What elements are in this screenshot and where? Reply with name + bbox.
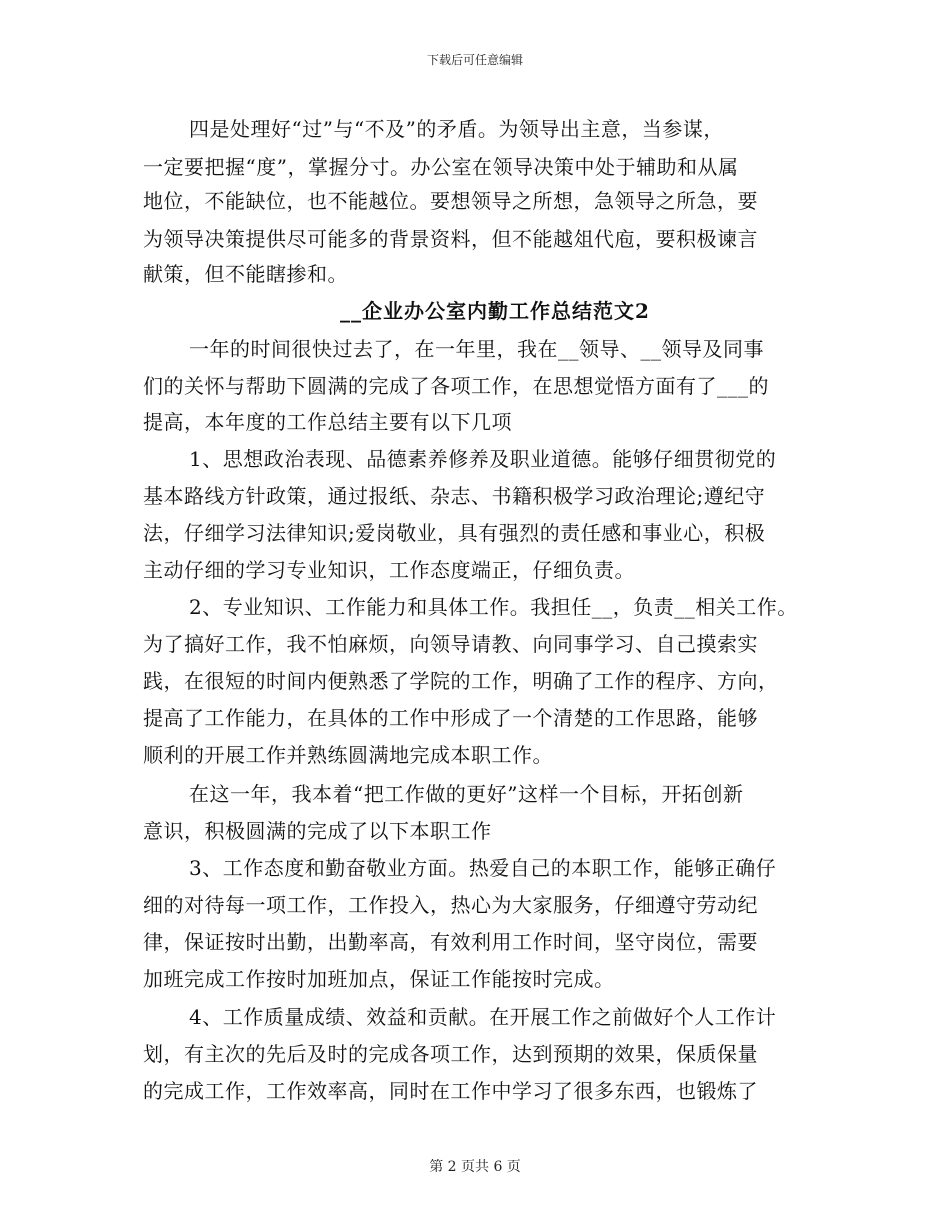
item-2-line-2: 为了搞好工作，我不怕麻烦，向领导请教、向同事学习、自己摸索实 <box>143 632 758 656</box>
item-2-line-3: 践，在很短的时间内便熟悉了学院的工作，明确了工作的程序、方向， <box>143 669 779 693</box>
item-1-line-3: 法，仔细学习法律知识;爱岗敬业，具有强烈的责任感和事业心，积极 <box>143 521 766 545</box>
intro-line-1: 一年的时间很快过去了，在一年里，我在__领导、__领导及同事 <box>189 337 764 361</box>
item-2-line-5: 顺利的开展工作并熟练圆满地完成本职工作。 <box>143 743 553 767</box>
item-2-line-4: 提高了工作能力，在具体的工作中形成了一个清楚的工作思路，能够 <box>143 706 758 730</box>
item-1-line-4: 主动仔细的学习专业知识，工作态度端正，仔细负责。 <box>143 558 635 582</box>
item-4-line-2: 划，有主次的先后及时的完成各项工作，达到预期的效果，保质保量 <box>143 1042 758 1066</box>
item-4-line-1: 4、工作质量成绩、效益和贡献。在开展工作之前做好个人工作计 <box>189 1005 777 1029</box>
item-3-line-2: 细的对待每一项工作，工作投入，热心为大家服务，仔细遵守劳动纪 <box>143 893 758 917</box>
goal-line-1: 在这一年，我本着“把工作做的更好”这样一个目标，开拓创新 <box>189 782 744 806</box>
item-3-line-3: 律，保证按时出勤，出勤率高，有效利用工作时间，坚守岗位，需要 <box>143 930 758 954</box>
paragraph-4-line-5: 献策，但不能瞎掺和。 <box>143 262 348 286</box>
paragraph-4-line-1: 四是处理好“过”与“不及”的矛盾。为领导出主意，当参谋， <box>189 117 724 141</box>
item-3-line-4: 加班完成工作按时加班加点，保证工作能按时完成。 <box>143 967 615 991</box>
intro-line-2: 们的关怀与帮助下圆满的完成了各项工作，在思想觉悟方面有了___的 <box>143 374 769 398</box>
item-3-line-1: 3、工作态度和勤奋敬业方面。热爱自己的本职工作，能够正确仔 <box>189 856 777 880</box>
item-2-line-1: 2、专业知识、工作能力和具体工作。我担任__，负责__相关工作。 <box>189 595 798 619</box>
paragraph-4-line-4: 为领导决策提供尽可能多的背景资料，但不能越俎代庖，要积极谏言 <box>143 227 758 251</box>
goal-line-2: 意识，积极圆满的完成了以下本职工作 <box>143 819 492 843</box>
paragraph-4-line-3: 地位，不能缺位，也不能越位。要想领导之所想，急领导之所急，要 <box>143 189 758 213</box>
intro-line-3: 提高，本年度的工作总结主要有以下几项 <box>143 410 512 434</box>
item-1-line-2: 基本路线方针政策，通过报纸、杂志、书籍积极学习政治理论;遵纪守 <box>143 484 766 508</box>
paragraph-4-line-2: 一定要把握“度”，掌握分寸。办公室在领导决策中处于辅助和从属 <box>143 155 739 179</box>
page-footer: 第 2 页共 6 页 <box>429 1159 521 1175</box>
item-1-line-1: 1、思想政治表现、品德素养修养及职业道德。能够仔细贯彻党的 <box>189 447 777 471</box>
page-header: 下载后可任意编辑 <box>426 53 523 67</box>
section-title: __企业办公室内勤工作总结范文2 <box>340 299 650 323</box>
item-4-line-3: 的完成工作，工作效率高，同时在工作中学习了很多东西，也锻炼了 <box>143 1079 758 1103</box>
